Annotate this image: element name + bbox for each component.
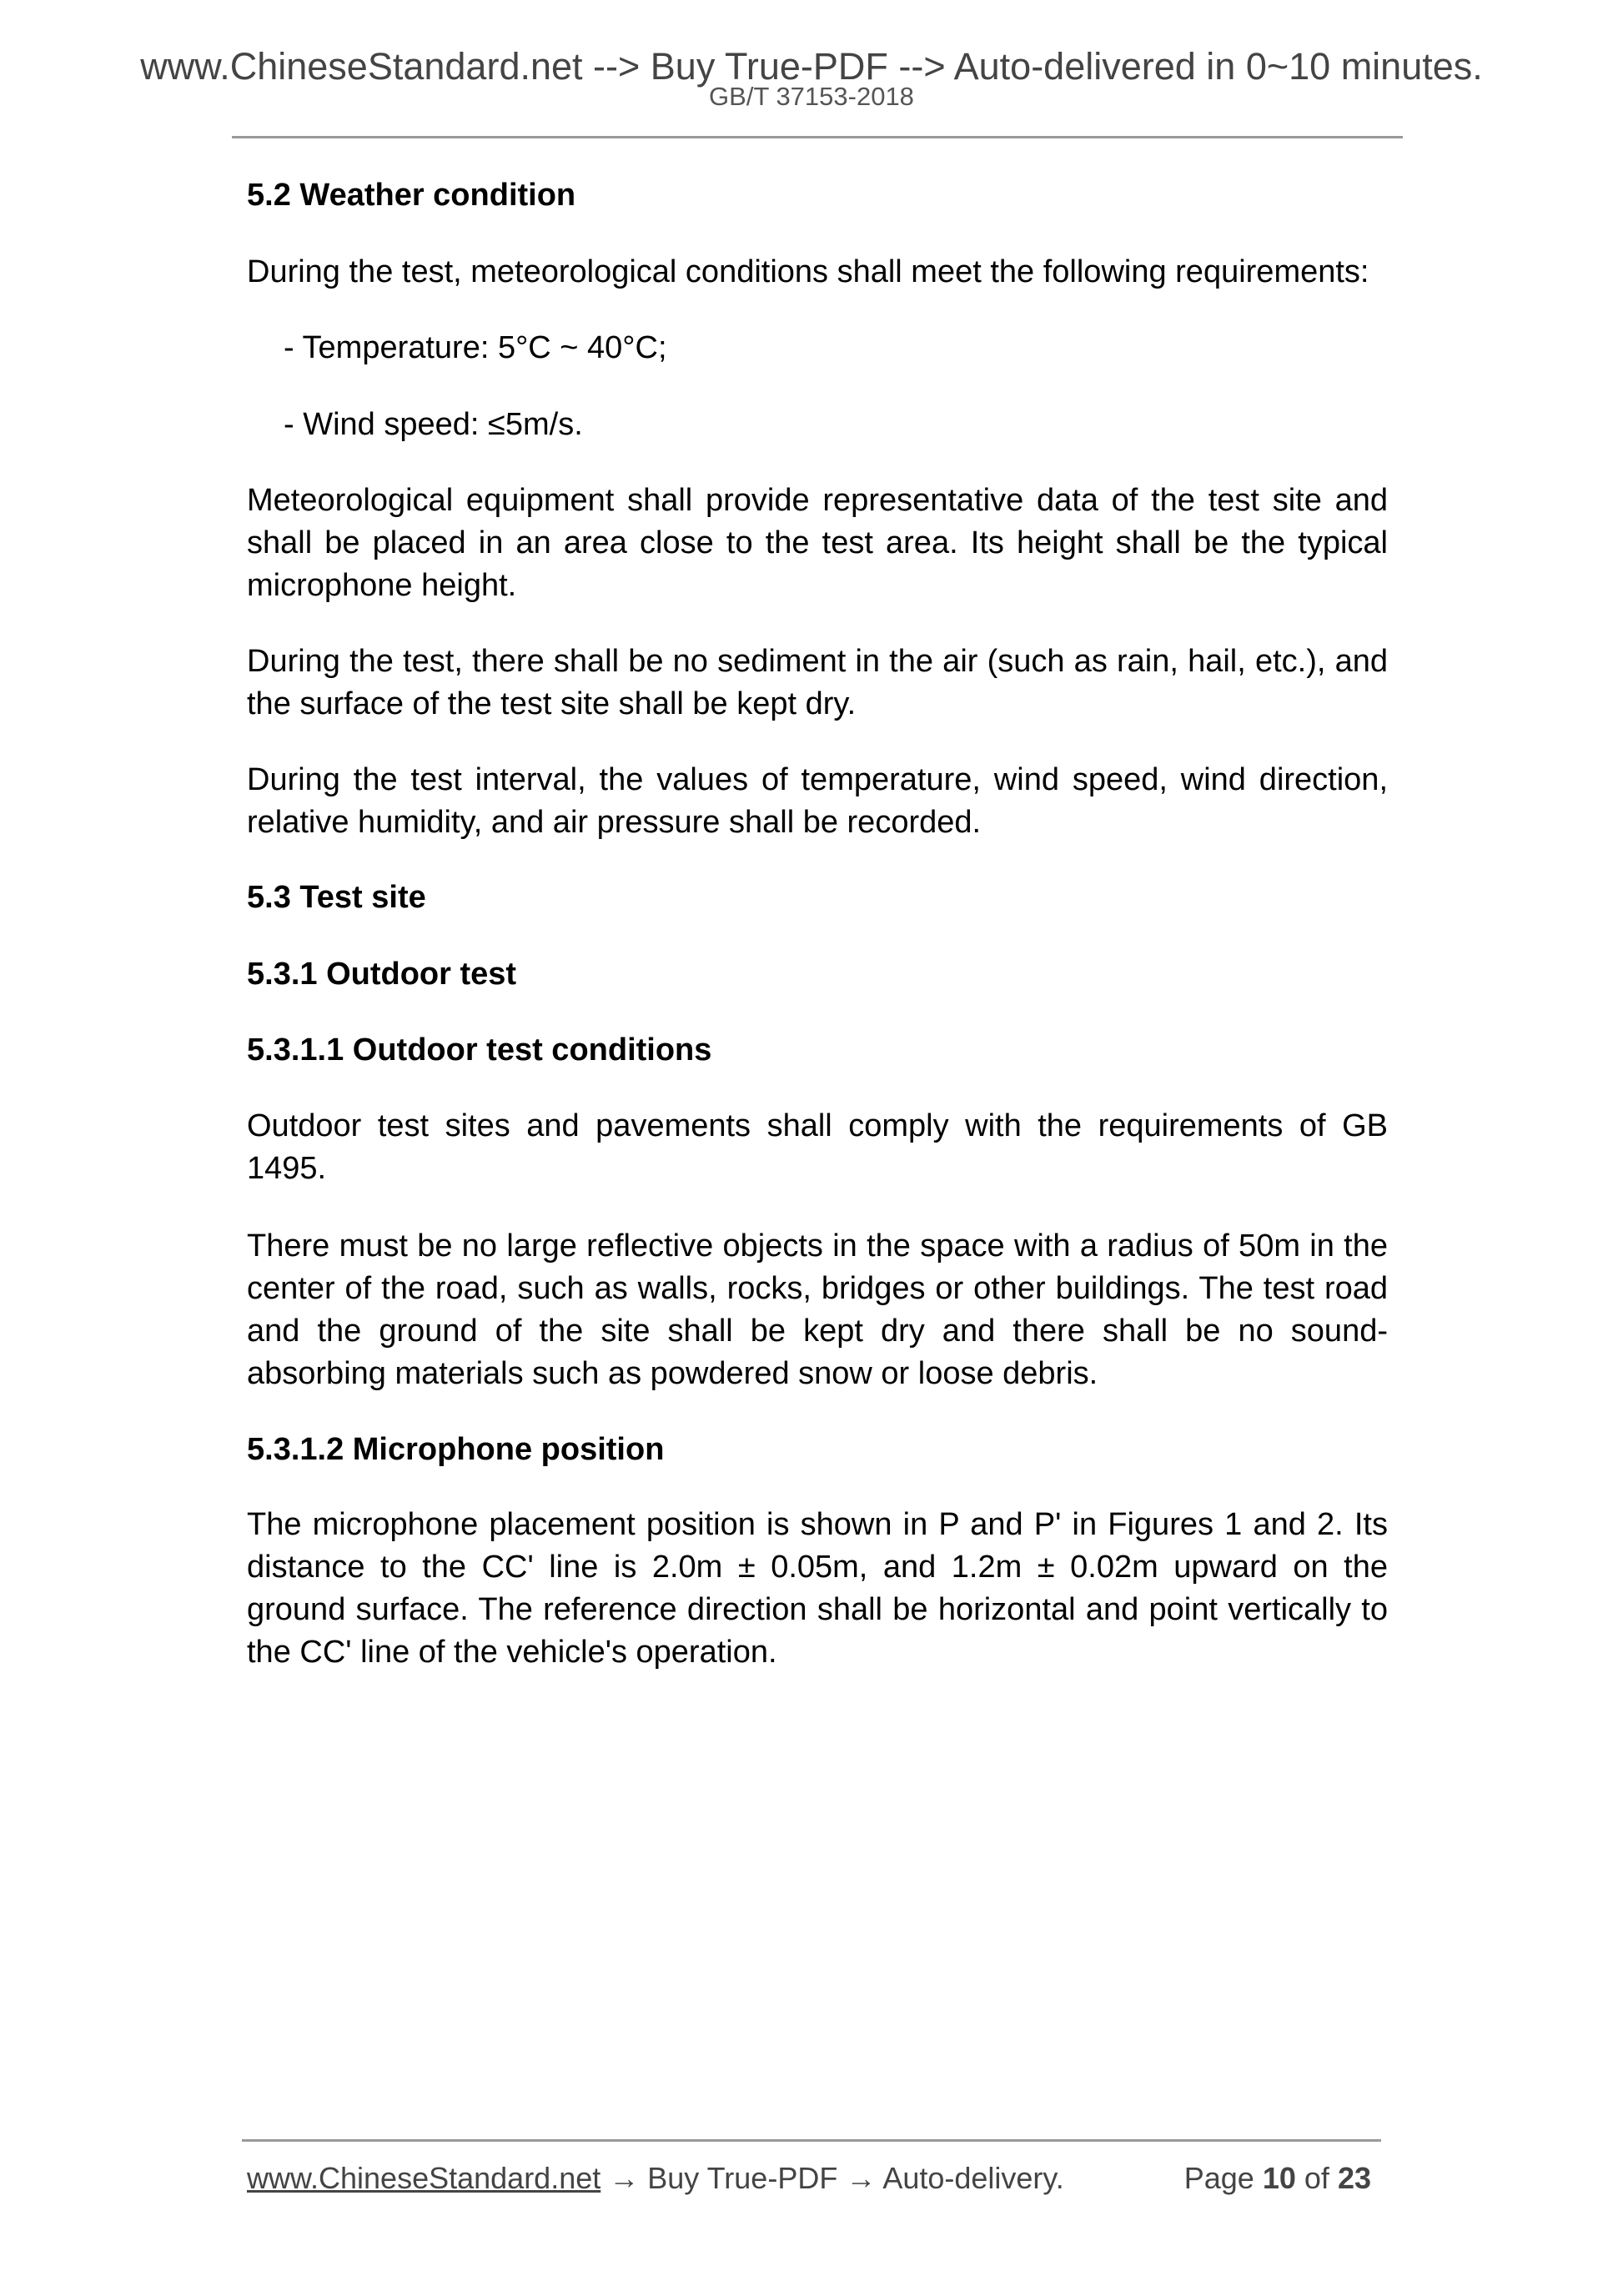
paragraph: During the test, there shall be no sediment in the air (such as rain, hail, etc.), and the surface of the test site shall be kept dry. [247,644,1388,721]
section-heading: 5.3.1 Outdoor test [247,957,517,992]
page-number [1184,2158,1371,2198]
footer-divider [242,2139,1381,2142]
section-heading: 5.2 Weather condition [247,178,576,213]
section-heading: 5.3 Test site [247,880,426,915]
page-label: Page [1183,2161,1254,2195]
section-heading: 5.3.1.2 Microphone position [247,1432,665,1467]
total-pages: 23 [1337,2161,1371,2195]
header-divider [232,136,1403,138]
paragraph: The microphone placement position is shown in P and P' in Figures 1 and 2. Its distance to the CC' line is 2.0m ± 0.05m, and 1.2m ± 0.02m upward on the ground surface. The reference direction shall be horizontal and point vertically to the CC' line of the vehicle's operation. [247,1507,1388,1670]
footer-text: → Buy True-PDF → Auto-delivery. [600,2161,1064,2195]
paragraph: There must be no large reflective objects in the space with a radius of 50m in the center of the road, such as walls, rocks, bridges or other buildings. The test road and the ground of the site shall be kept dry and there shall be no sound-absorbing materials such as powdered snow or loose debris. [247,1228,1388,1391]
header-banner: www.ChineseStandard.net --> Buy True-PDF --> Auto-delivered in 0~10 minutes. [140,45,1483,88]
list-item: - Wind speed: ≤5m/s. [284,407,583,442]
page-of: of [1304,2161,1329,2195]
paragraph: Meteorological equipment shall provide representative data of the test site and shall be placed in an area close to the test area. Its height shall be the typical microphone height. [247,483,1388,603]
footer-link[interactable]: www.ChineseStandard.net [247,2161,601,2195]
document-id: GB/T 37153-2018 [709,82,914,111]
footer [247,2158,1381,2198]
list-item: - Temperature: 5°C ~ 40°C; [284,330,667,365]
paragraph: Outdoor test sites and pavements shall comply with the requirements of GB 1495. [247,1108,1388,1186]
paragraph: During the test interval, the values of temperature, wind speed, wind direction, relative humidity, and air pressure shall be recorded. [247,762,1388,840]
current-page: 10 [1262,2161,1296,2195]
paragraph: During the test, meteorological conditions shall meet the following requirements: [247,254,1369,289]
section-heading: 5.3.1.1 Outdoor test conditions [247,1032,712,1068]
